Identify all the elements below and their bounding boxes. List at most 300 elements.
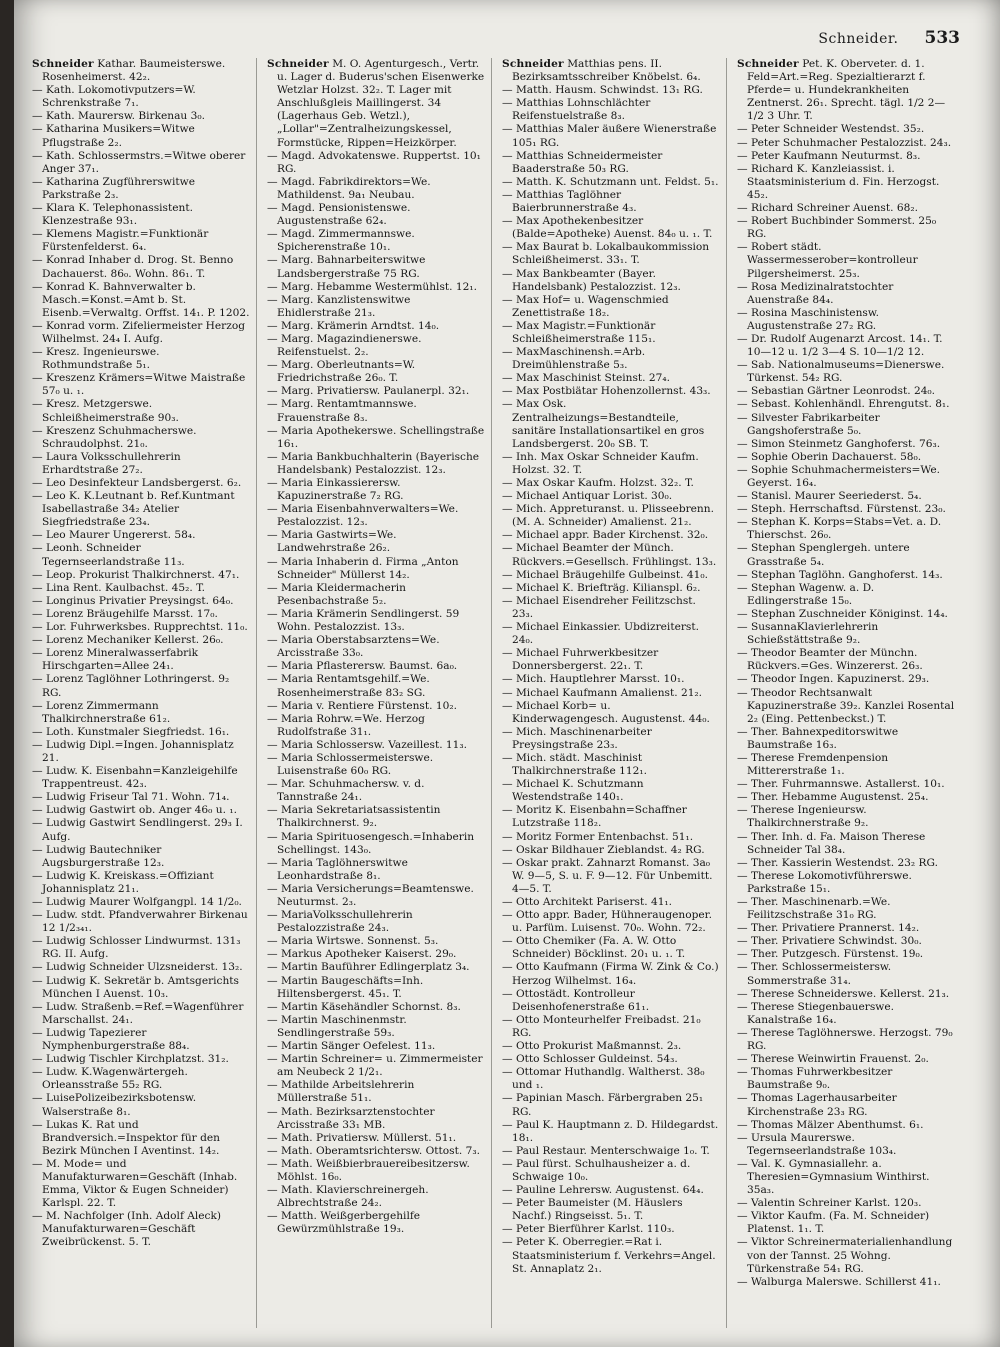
entry-text: — Kresz. Ingenieurswe. Rothmundstraße 5₁.	[32, 346, 160, 372]
entry-text: — Ludwig Tischler Kirchplatzst. 31₂.	[32, 1053, 229, 1066]
entry-text: — Maria Sekretariatsassistentin Thalkirchnerst. 9₂.	[267, 804, 441, 830]
entry-text: — Matth. K. Schutzmann unt. Feldst. 5₁.	[502, 175, 719, 188]
directory-entry	[737, 948, 956, 961]
entry-text: — Maria Oberstabsarztens=We. Arcisstraße 33₀.	[267, 634, 440, 660]
entry-text: — Maria Schlossermeisterswe. Luisenstraße 60₀ RG.	[267, 751, 434, 778]
directory-entry	[32, 582, 250, 595]
entry-text: — Matthias Maler äußere Wienerstraße 105₁ RG.	[502, 123, 717, 149]
directory-entry	[502, 320, 720, 346]
entry-text: — Michael Einkassier. Ubdizreiterst. 24₀.	[502, 621, 699, 647]
entry-text: — Maria Rentamtsgehilf.=We. Rosenheimerstraße 83₂ SG.	[267, 673, 430, 699]
column-2	[267, 58, 492, 1328]
directory-entry	[267, 804, 485, 830]
directory-entry	[502, 490, 720, 503]
entry-text: — Mathilde Arbeitslehrerin Müllerstraße 51₁.	[267, 1079, 415, 1105]
entry-text: — Oskar Bildhauer Zieblandst. 4₂ RG.	[502, 843, 705, 856]
directory-entry	[267, 385, 485, 398]
directory-entry	[737, 398, 956, 411]
entry-text: — Ther. Privatiere Schwindst. 30₀.	[737, 935, 922, 948]
directory-entry	[502, 150, 720, 176]
entry-text: — Markus Apotheker Kaiserst. 29₀.	[267, 948, 457, 961]
entry-text: — Thomas Fuhrwerkbesitzer Baumstraße 9₀.	[737, 1066, 893, 1092]
directory-entry	[267, 752, 485, 778]
directory-entry	[502, 1236, 720, 1275]
directory-entry	[502, 752, 720, 778]
entry-text: — Steph. Herrschaftsd. Fürstenst. 23₀.	[737, 503, 946, 516]
entry-text: — Marg. Bahnarbeiterswitwe Landsbergerstraße 75 RG.	[267, 254, 426, 280]
entry-text: — Maria Krämerin Sendlingerst. 59 Wohn. Pestalozzist. 13₃.	[267, 607, 460, 634]
directory-entry	[32, 634, 250, 647]
entry-text: — Kath. Lokomotivputzers=W. Schrenkstraße 7₁.	[32, 84, 196, 110]
directory-entry	[32, 791, 250, 804]
entry-text: — Ther. Putzgesch. Fürstenst. 19₀.	[737, 948, 924, 961]
directory-entry	[267, 359, 485, 385]
directory-entry	[502, 97, 720, 123]
directory-entry	[502, 241, 720, 267]
directory-entry	[502, 844, 720, 857]
entry-text: — Max Postbiätar Hohenzollernst. 43₃.	[502, 385, 711, 398]
entry-text: — Max Bankbeamter (Bayer. Handelsbank) Pestalozzist. 12₃.	[502, 267, 681, 293]
directory-entry	[737, 281, 956, 307]
directory-entry	[737, 464, 956, 490]
directory-entry	[267, 660, 485, 673]
directory-entry	[267, 281, 485, 294]
entry-text: — Konrad Inhaber d. Drog. St. Benno Dachauerst. 86₀. Wohn. 86₁. T.	[32, 254, 234, 280]
entry-text: — Matthias Taglöhner Baierbrunnerstraße 4₃.	[502, 188, 637, 215]
directory-entry	[737, 1092, 956, 1118]
entry-text: — Otto appr. Bader, Hühneraugenoper. u. Parfüm. Luisenst. 70₀. Wohn. 72₂.	[502, 909, 712, 935]
entry-text: — Matthias Lohnschlächter Reifenstuelstraße 8₃.	[502, 97, 651, 123]
entry-text: — Theodor Ingen. Kapuzinerst. 29₃.	[737, 673, 930, 686]
entry-text: — Michael Beamter der Münch. Rückvers.=Gesellsch. Frühlingst. 13₃.	[502, 542, 717, 568]
directory-entry	[737, 451, 956, 464]
entry-text: — Michael Fuhrwerkbesitzer Donnersbergerst. 22₁. T.	[502, 647, 659, 673]
directory-entry	[267, 503, 485, 529]
entry-text: — Marg. Oberleutnants=W. Friedrichstraße 26₀. T.	[267, 359, 416, 385]
directory-entry	[502, 1145, 720, 1158]
directory-entry	[737, 1119, 956, 1132]
entry-text: — Viktor Kaufm. (Fa. M. Schneider) Platenst. 1₁. T.	[737, 1210, 930, 1236]
entry-text: — Ludwig Gastwirt Sendlingerst. 29₃ I. Aufg.	[32, 817, 243, 843]
entry-text: — Maria Einkassierersw. Kapuzinerstraße 7₂ RG.	[267, 477, 404, 503]
entry-text: — Michael K. Schutzmann Westendstraße 140₁.	[502, 778, 644, 804]
entry-text: — Maria Bankbuchhalterin (Bayerische Handelsbank) Pestalozzist. 12₃.	[267, 450, 480, 476]
entry-text: — Klara K. Telephonassistent. Klenzestraße 93₁.	[32, 202, 193, 228]
entry-text: — Dr. Rudolf Augenarzt Arcost. 14₁. T. 10—12 u. 1/2 3—4 S. 10—1/2 12.	[737, 332, 943, 359]
entry-text: — Maria Gastwirts=We. Landwehrstraße 26₂.	[267, 529, 397, 555]
entry-text: — Maria Inhaberin d. Firma „Anton Schneider" Müllerst 14₂.	[267, 555, 459, 581]
directory-entry	[267, 398, 485, 424]
directory-entry	[32, 621, 250, 634]
directory-entry	[737, 215, 956, 241]
directory-entry	[737, 582, 956, 608]
entry-text: — Magd. Advokatenswe. Ruppertst. 10₁ RG.	[267, 149, 481, 175]
directory-entry	[737, 385, 956, 398]
directory-entry	[737, 608, 956, 621]
directory-entry	[32, 1210, 250, 1249]
entry-text: — Therese Lokomotivführerswe. Parkstraße 15₁.	[737, 869, 912, 895]
directory-entry	[502, 58, 720, 84]
directory-entry	[737, 307, 956, 333]
entry-text: — Ludwig Dipl.=Ingen. Johannisplatz 21.	[32, 738, 234, 764]
entry-surname: Schneider	[267, 58, 329, 70]
entry-text: — Maria Kleidermacherin Pesenbachstraße 5₂.	[267, 581, 406, 607]
entry-text: — Thomas Lagerhausarbeiter Kirchenstraße 23₃ RG.	[737, 1092, 897, 1118]
directory-entry	[267, 1210, 485, 1236]
directory-entry	[32, 110, 250, 123]
directory-entry	[502, 176, 720, 189]
entry-text: — Lorenz Mineralwasserfabrik Hirschgarten=Allee 24₁.	[32, 647, 199, 673]
entry-surname: Schneider	[737, 58, 799, 70]
directory-entry	[267, 1040, 485, 1053]
entry-text: — Mich. Appreturanst. u. Plisseebrenn. (M. A. Schneider) Amalienst. 21₂.	[502, 503, 714, 529]
entry-text: — Inh. Max Oskar Schneider Kaufm. Holzst. 32. T.	[502, 450, 699, 476]
directory-entry	[267, 254, 485, 280]
entry-text: — Moritz Former Entenbachst. 51₁.	[502, 830, 694, 843]
entry-text: — LuisePolizeibezirksbotensw. Walserstraße 8₁.	[32, 1092, 197, 1118]
directory-entry	[502, 294, 720, 320]
directory-entry	[267, 58, 485, 150]
directory-entry	[502, 621, 720, 647]
entry-text: — Ther. Bahnexpeditorswitwe Baumstraße 16₃.	[737, 725, 899, 751]
directory-entry	[502, 687, 720, 700]
directory-entry	[267, 1079, 485, 1105]
entry-text: — Matth. Weißgerbergehilfe Gewürzmühlstraße 19₃.	[267, 1210, 421, 1236]
directory-entry	[267, 1145, 485, 1158]
directory-entry	[737, 804, 956, 830]
entry-text: — Peter Schneider Westendst. 35₂.	[737, 123, 925, 136]
entry-text: — Therese Stiegenbauerswe. Kanalstraße 16₄.	[737, 1000, 894, 1026]
directory-entry	[502, 595, 720, 621]
directory-entry	[502, 84, 720, 97]
entry-text: — Math. Oberamtsrichtersw. Ottost. 7₃.	[267, 1144, 480, 1157]
entry-text: — Ludw. Straßenb.=Ref.=Wagenführer Marschallst. 24₁.	[32, 1000, 244, 1026]
directory-entry	[737, 752, 956, 778]
directory-entry	[32, 608, 250, 621]
entry-text: — Peter K. Oberregier.=Rat i. Staatsministerium f. Verkehrs=Angel. St. Annaplatz 2₁.	[502, 1236, 716, 1275]
directory-entry	[737, 1197, 956, 1210]
entry-text: — Math. Weißbierbrauereibesitzersw. Möhlst. 16₀.	[267, 1157, 470, 1183]
directory-entry	[737, 163, 956, 202]
directory-entry	[737, 202, 956, 215]
entry-text: — Therese Schneiderswe. Kellerst. 21₃.	[737, 987, 950, 1000]
entry-text: — Richard Schreiner Auenst. 68₂.	[737, 202, 918, 215]
entry-text: — Maria Schlossersw. Vazeillest. 11₃.	[267, 738, 468, 751]
directory-entry	[737, 621, 956, 647]
entry-text: — Maria Pflasterersw. Baumst. 6a₀.	[267, 660, 458, 673]
directory-entry	[32, 1001, 250, 1027]
entry-text: — Therese Taglöhnerswe. Herzogst. 79₀ RG.	[737, 1026, 953, 1053]
directory-entry	[502, 1066, 720, 1092]
directory-entry	[502, 477, 720, 490]
directory-entry	[737, 673, 956, 686]
directory-columns	[32, 58, 962, 1328]
entry-text: — Ottostädt. Kontrolleur Deisenhofenerstraße 61₁.	[502, 987, 650, 1013]
directory-entry	[502, 700, 720, 726]
entry-text: — Konrad vorm. Zifeliermeister Herzog Wilhelmst. 24₄ I. Aufg.	[32, 319, 245, 345]
directory-entry	[267, 477, 485, 503]
entry-text: — Longinus Privatier Preysingst. 64₀.	[32, 594, 234, 607]
directory-entry	[737, 1276, 956, 1289]
column-4	[737, 58, 962, 1328]
entry-text: Kathar. Baumeisterswe. Rosenheimerst. 42₂.	[42, 58, 226, 84]
directory-entry	[267, 739, 485, 752]
directory-entry	[267, 451, 485, 477]
directory-entry	[267, 1158, 485, 1184]
entry-text: — Lorenz Taglöhner Lothringerst. 9₂ RG.	[32, 673, 230, 699]
directory-entry	[267, 333, 485, 359]
directory-entry	[737, 1027, 956, 1053]
directory-entry	[502, 268, 720, 294]
entry-text: — Max Baurat b. Lokalbaukommission Schleißheimerst. 33₁. T.	[502, 241, 710, 267]
directory-entry	[32, 817, 250, 843]
directory-entry	[502, 542, 720, 568]
entry-text: — Max Osk. Zentralheizungs=Bestandteile, sanitäre Installationsartikel en gros Landsbergerst. 20₀ SB. T.	[502, 398, 705, 450]
entry-text: — Magd. Fabrikdirektors=We. Mathildenst. 9a₁ Neubau.	[267, 175, 431, 201]
directory-entry	[267, 529, 485, 555]
directory-entry	[32, 1119, 250, 1158]
directory-entry	[502, 1040, 720, 1053]
directory-entry	[737, 857, 956, 870]
entry-text: — Ursula Maurerswe. Tegernseerlandstraße 103₄.	[737, 1131, 897, 1157]
entry-text: — Lorenz Bräugehilfe Marsst. 17₀.	[32, 607, 218, 620]
entry-text: — Otto Prokurist Maßmannst. 2₃.	[502, 1040, 682, 1053]
entry-text: — Mar. Schuhmachersw. v. d. Tannstraße 24₁.	[267, 778, 425, 804]
entry-text: — Lina Rent. Kaulbachst. 45₂. T.	[32, 581, 206, 594]
directory-entry	[32, 647, 250, 673]
directory-entry	[267, 1014, 485, 1040]
directory-entry	[737, 333, 956, 359]
directory-entry	[737, 778, 956, 791]
directory-entry	[737, 438, 956, 451]
entry-text: Pet. K. Oberveter. d. 1. Feld=Art.=Reg. Spezialtierarzt f. Pferde= u. Hundekrankheiten Zentnerst. 26₁. Sprecht. tägl. 1/2 2—1/2 3 Uhr. T.	[747, 58, 946, 123]
directory-entry	[502, 647, 720, 673]
directory-entry	[267, 778, 485, 804]
directory-entry	[502, 385, 720, 398]
entry-text: — Ludwig Gastwirt ob. Anger 46₀ u. ₁.	[32, 804, 237, 817]
directory-entry	[502, 569, 720, 582]
entry-text: — Therese Weinwirtin Frauenst. 2₀.	[737, 1053, 929, 1066]
entry-text: — Ludwig Bautechniker Augsburgerstraße 12₃.	[32, 843, 165, 869]
entry-text: — Martin Käsehändler Schornst. 8₃.	[267, 1000, 461, 1013]
directory-entry	[32, 765, 250, 791]
directory-entry	[737, 542, 956, 568]
entry-text: Matthias pens. II. Bezirksamtsschreiber Knöbelst. 6₄.	[512, 58, 701, 84]
directory-entry	[32, 477, 250, 490]
entry-text: — Lorenz Mechaniker Kellerst. 26₀.	[32, 634, 224, 647]
directory-entry	[32, 425, 250, 451]
directory-entry	[267, 1184, 485, 1210]
directory-entry	[737, 569, 956, 582]
directory-entry	[737, 988, 956, 1001]
directory-entry	[737, 935, 956, 948]
entry-text: — M. Mode= und Manufakturwaren=Geschäft (Inhab. Emma, Viktor & Eugen Schneider) Karlspl. 22. T.	[32, 1157, 238, 1210]
column-1	[32, 58, 257, 1328]
directory-entry	[32, 739, 250, 765]
directory-entry	[737, 687, 956, 726]
entry-text: — Martin Baugeschäfts=Inh. Hiltensbergerst. 45₁. T.	[267, 974, 424, 1000]
directory-entry	[32, 844, 250, 870]
directory-entry	[502, 961, 720, 987]
directory-entry	[737, 831, 956, 857]
entry-text: — Mich. städt. Maschinist Thalkirchnerstraße 112₁.	[502, 751, 647, 778]
directory-entry	[32, 569, 250, 582]
directory-entry	[502, 909, 720, 935]
directory-entry	[502, 451, 720, 477]
entry-text: — Kreszenz Krämers=Witwe Maistraße 57₀ u. ₁.	[32, 372, 246, 398]
directory-entry	[737, 412, 956, 438]
entry-text: — Math. Privatiersw. Müllerst. 51₁.	[267, 1131, 457, 1144]
directory-entry	[737, 1001, 956, 1027]
directory-entry	[737, 123, 956, 136]
entry-text: M. O. Agenturgesch., Vertr. u. Lager d. Buderus'schen Eisenwerke Wetzlar Holzst. 32₂. T. Lager mit Anschlußgleis Maillingerst. 34 (Lagerhaus Geb. Wetzl.), „Lollar"=Zentralheizungskessel, Formstücke, Rippen=Heizkörper.	[277, 58, 485, 149]
directory-entry	[737, 896, 956, 922]
entry-text: — Maria v. Rentiere Fürstenst. 10₂.	[267, 699, 457, 712]
entry-text: — Maria Spirituosengesch.=Inhaberin Schellingst. 143₀.	[267, 830, 475, 856]
directory-entry	[737, 726, 956, 752]
entry-text: — MaxMaschinensh.=Arb. Dreimühlenstraße 5₃.	[502, 346, 646, 372]
directory-entry	[267, 176, 485, 202]
directory-entry	[267, 202, 485, 228]
entry-text: — Matthias Schneidermeister Baaderstraße 50₃ RG.	[502, 149, 663, 175]
entry-text: — Ottomar Huthandlg. Waltherst. 38₀ und ₁.	[502, 1066, 705, 1092]
entry-text: — Maria Wirtswe. Sonnenst. 5₃.	[267, 935, 439, 948]
directory-entry	[267, 831, 485, 857]
entry-text: — Michael Bräugehilfe Gulbeinst. 41₀.	[502, 568, 708, 581]
entry-text: — Max Magistr.=Funktionär Schleißheimerstraße 115₁.	[502, 319, 656, 345]
directory-entry	[267, 1106, 485, 1132]
entry-text: — Martin Bauführer Edlingerplatz 3₄.	[267, 961, 470, 974]
entry-text: — Ther. Kassierin Westendst. 23₂ RG.	[737, 856, 938, 869]
directory-entry	[502, 896, 720, 909]
entry-text: — Otto Chemiker (Fa. A. W. Otto Schneider) Böcklinst. 20₁ u. ₁. T.	[502, 935, 686, 961]
entry-text: — Stephan K. Korps=Stabs=Vet. a. D. Thierschst. 26₀.	[737, 516, 942, 542]
entry-text: — Leonh. Schneider Tegernseerlandstraße 11₃.	[32, 542, 185, 568]
entry-text: — Lor. Fuhrwerksbes. Rupprechtst. 11₀.	[32, 621, 248, 634]
directory-entry	[502, 582, 720, 595]
directory-entry	[267, 1053, 485, 1079]
entry-text: — Leo Maurer Ungererst. 58₄.	[32, 529, 196, 542]
entry-text: — Ludwig Tapezierer Nymphenburgerstraße 88₄.	[32, 1026, 190, 1053]
entry-text: — Moritz K. Eisenbahn=Schaffner Lutzstraße 118₂.	[502, 804, 687, 830]
directory-entry	[502, 1223, 720, 1236]
directory-entry	[737, 1236, 956, 1275]
entry-text: — Stephan Taglöhn. Ganghoferst. 14₃.	[737, 568, 943, 581]
directory-entry	[32, 398, 250, 424]
directory-entry	[737, 150, 956, 163]
directory-entry	[32, 254, 250, 280]
entry-text: — Ther. Maschinenarb.=We. Feilitzschstraße 31₀ RG.	[737, 896, 891, 922]
entry-text: — Maria Versicherungs=Beamtenswe. Neuturmst. 2₃.	[267, 882, 474, 908]
entry-text: — Katharina Zugführerswitwe Parkstraße 2₃.	[32, 175, 195, 201]
directory-entry	[737, 922, 956, 935]
entry-text: — Mich. Maschinenarbeiter Preysingstraße 23₃.	[502, 725, 652, 751]
directory-entry	[502, 726, 720, 752]
directory-entry	[32, 595, 250, 608]
directory-entry	[737, 516, 956, 542]
directory-entry	[502, 398, 720, 450]
entry-text: — MariaVolksschullehrerin Pestalozzistraße 24₃.	[267, 909, 413, 935]
entry-text: — Martin Schreiner= u. Zimmermeister am Neubeck 2 1/2₁.	[267, 1053, 483, 1079]
entry-text: — Maria Eisenbahnverwalters=We. Pestalozzist. 12₃.	[267, 503, 459, 529]
directory-entry	[32, 673, 250, 699]
directory-entry	[32, 202, 250, 228]
entry-text: — Leop. Prokurist Thalkirchnerst. 47₁.	[32, 568, 240, 581]
directory-entry	[267, 425, 485, 451]
entry-text: — Kresz. Metzgerswe. Schleißheimerstraße 90₃.	[32, 398, 179, 424]
entry-text: — Ludw. K.Wagenwärtergeh. Orleansstraße 55₂ RG.	[32, 1066, 188, 1092]
entry-text: — Magd. Zimmermannswe. Spicherenstraße 10₁.	[267, 228, 415, 254]
entry-text: — Sebast. Kohlenhändl. Ehrengutst. 8₁.	[737, 398, 950, 411]
entry-text: — Math. Bezirksarztenstochter Arcisstraße 33₁ MB.	[267, 1105, 435, 1131]
entry-text: — Lorenz Zimmermann Thalkirchnerstraße 61₂.	[32, 699, 171, 725]
entry-text: — Marg. Krämerin Arndtst. 14₀.	[267, 319, 440, 332]
entry-text: — Stanisl. Maurer Seeriederst. 5₄.	[737, 490, 922, 503]
directory-entry	[267, 556, 485, 582]
entry-text: — Peter Baumeister (M. Häuslers Nachf.) Ringseisst. 5₁. T.	[502, 1197, 683, 1223]
entry-text: — Ludwig Schlosser Lindwurmst. 131₃ RG. II. Aufg.	[32, 935, 241, 961]
entry-text: — Martin Sänger Oefelest. 11₃.	[267, 1040, 436, 1053]
entry-text: — Michael Eisendreher Feilitzschst. 23₃.	[502, 594, 696, 620]
directory-entry	[32, 490, 250, 529]
directory-entry	[737, 791, 956, 804]
directory-entry	[737, 503, 956, 516]
directory-entry	[502, 673, 720, 686]
directory-entry	[267, 294, 485, 320]
directory-entry	[502, 1092, 720, 1118]
entry-text: — Stephan Zuschneider Königinst. 14₄.	[737, 607, 948, 620]
directory-entry	[267, 608, 485, 634]
directory-entry	[267, 948, 485, 961]
entry-text: — Kath. Schlossermstrs.=Witwe oberer Anger 37₁.	[32, 149, 246, 175]
entry-text: — Michael Korb= u. Kinderwagengesch. Augustenst. 44₀.	[502, 699, 710, 725]
directory-entry	[32, 961, 250, 974]
directory-entry	[502, 935, 720, 961]
entry-text: — Mich. Hauptlehrer Marsst. 10₁.	[502, 673, 685, 686]
directory-entry	[502, 529, 720, 542]
entry-text: — Max Oskar Kaufm. Holzst. 32₂. T.	[502, 477, 694, 489]
entry-text: — Ludwig Maurer Wolfgangpl. 14 1/2₀.	[32, 896, 242, 908]
directory-entry	[32, 542, 250, 568]
entry-text: — Ludwig K. Sekretär b. Amtsgerichts München I Auenst. 10₃.	[32, 974, 239, 1000]
entry-text: — Magd. Pensionistenswe. Augustenstraße 62₄.	[267, 202, 411, 228]
entry-text: — Otto Monteurhelfer Freibadst. 21₀ RG.	[502, 1013, 701, 1039]
directory-entry	[502, 215, 720, 241]
entry-text: — Lukas K. Rat und Brandversich.=Inspektor für den Bezirk München I Aventinst. 14₂.	[32, 1118, 220, 1157]
entry-text: — Papinian Masch. Färbergraben 25₁ RG.	[502, 1092, 704, 1118]
entry-text: — Oskar prakt. Zahnarzt Romanst. 3a₀ W. 9—5, S. u. F. 9—12. Für Unbemitt. 4—5. T.	[502, 856, 713, 895]
entry-text: — Stephan Spenglergeh. untere Grasstraße 5₄.	[737, 542, 910, 568]
entry-text: — Michael Kaufmann Amalienst. 21₂.	[502, 686, 703, 699]
entry-text: — Richard K. Kanzleiassist. i. Staatsministerium d. Fin. Herzogst. 45₂.	[737, 162, 940, 201]
entry-text: — Matth. Hausm. Schwindst. 13₁ RG.	[502, 84, 703, 97]
directory-entry	[267, 935, 485, 948]
directory-entry	[32, 804, 250, 817]
page-number: 533	[924, 28, 960, 48]
directory-entry	[32, 700, 250, 726]
entry-text: — Marg. Kanzlistenswitwe Ehidlerstraße 21₃.	[267, 293, 411, 319]
directory-entry	[267, 228, 485, 254]
entry-text: — Otto Schlosser Guldeinst. 54₃.	[502, 1053, 678, 1066]
entry-text: — Marg. Rentamtmannswe. Frauenstraße 8₃.	[267, 398, 417, 424]
entry-text: — Theodor Rechtsanwalt Kapuzinerstraße 39₂. Kanzlei Rosental 2₂ (Eing. Pettenbeckst.) T.	[737, 686, 955, 725]
directory-entry	[32, 975, 250, 1001]
directory-entry	[737, 1132, 956, 1158]
directory-entry	[32, 372, 250, 398]
entry-surname: Schneider	[502, 58, 564, 70]
entry-text: — Rosa Medizinalratstochter Auenstraße 84₄.	[737, 280, 894, 306]
directory-entry	[502, 804, 720, 830]
